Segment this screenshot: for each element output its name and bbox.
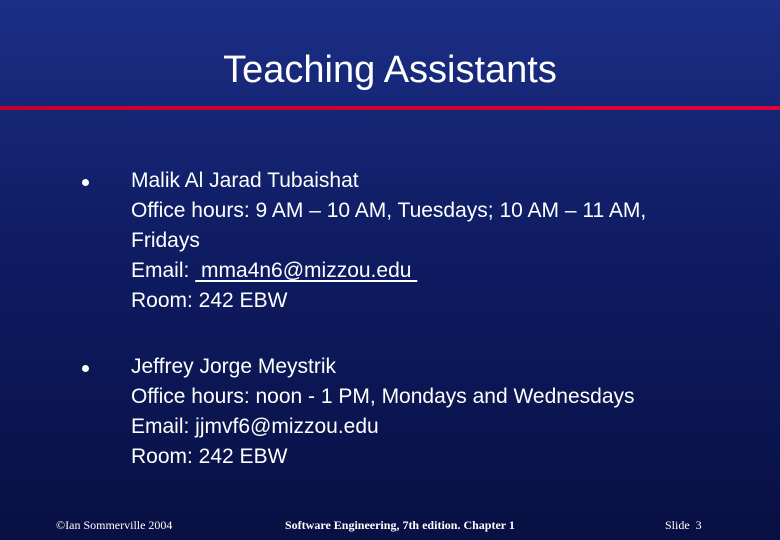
ta-1-email-line	[131, 256, 751, 286]
ta-1-email-link[interactable]: mma4n6@mizzou.edu	[195, 259, 418, 282]
ta-2-office-hours: Office hours: noon - 1 PM, Mondays and Wednesdays	[131, 385, 635, 408]
footer-book-title: Software Engineering, 7th edition. Chapter 1	[285, 518, 515, 532]
ta-1-office-hours: Office hours: 9 AM – 10 AM, Tuesdays; 10 AM – 11 AM,	[131, 199, 647, 222]
ta-2-details	[131, 352, 751, 472]
bullet-dot-icon	[82, 179, 89, 186]
ta-1-details	[131, 166, 751, 316]
ta-2-name: Jeffrey Jorge Meystrik	[131, 355, 337, 378]
bullet-dot-icon	[82, 365, 89, 372]
title-divider	[0, 106, 780, 110]
ta-2-email: Email: jjmvf6@mizzou.edu	[131, 415, 379, 438]
ta-1-email-label: Email:	[131, 259, 196, 282]
footer-copyright: ©Ian Sommerville 2004	[56, 518, 173, 532]
slide-footer	[0, 518, 780, 536]
ta-1-office-hours-cont: Fridays	[131, 229, 200, 252]
footer-slide-number: Slide 3	[665, 518, 702, 532]
ta-1-room: Room: 242 EBW	[131, 289, 288, 312]
ta-2-room: Room: 242 EBW	[131, 445, 288, 468]
slide-title: Teaching Assistants	[223, 49, 557, 91]
ta-1-name: Malik Al Jarad Tubaishat	[131, 169, 359, 192]
